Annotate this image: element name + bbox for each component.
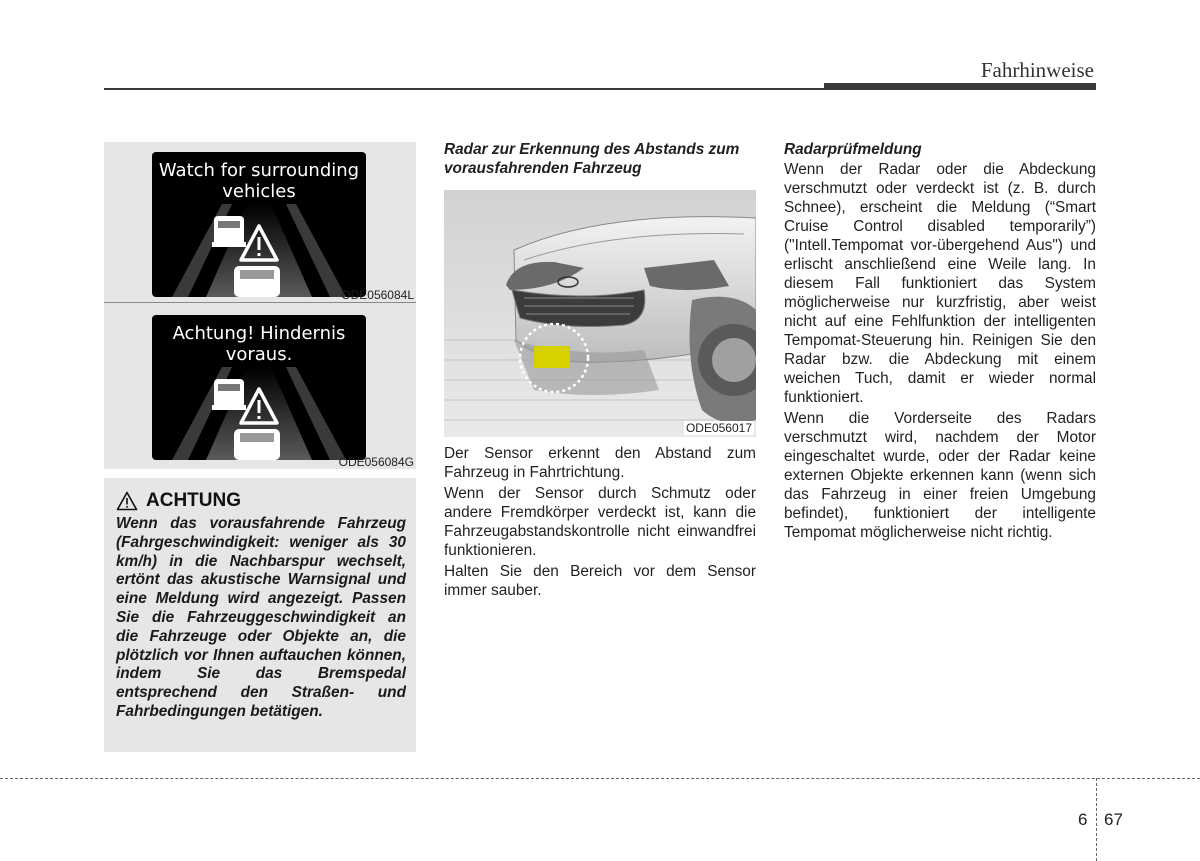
caution-box (104, 478, 416, 752)
figure-code: ODE056017 (685, 421, 752, 435)
section-heading-radar-message: Radarprüfmeldung (784, 141, 922, 158)
cluster-display (152, 152, 366, 297)
paragraph: Wenn der Radar oder die Abdeckung verschmutzt oder verdeckt ist (z. B. durch Schnee), erscheint die Meldung (“Smart Cruise Control disabled temporarily”) ("Intell.Tempomat vor-übergehend Aus") und erlischt anschließend eine Weile lang. In diesem Fall funktioniert das System möglicherweise nur kurzfristig, aber weist nicht auf eine Fehlfunktion der intelligenten Tempomat-Steuerung hin. Reinigen Sie den Radar bzw. die Abdeckung mit einem weichen Tuch, damit er wieder normal funktioniert. (784, 161, 1096, 406)
footer-dashed-rule (0, 778, 1200, 779)
paragraph: Der Sensor erkennt den Abstand zum Fahrzeug in Fahrtrichtung. (444, 445, 756, 481)
header-rule (104, 88, 1096, 90)
section-heading-radar: Radar zur Erkennung des Abstands zum vorausfahrenden Fahrzeug (444, 141, 740, 177)
page-number: 67 (1104, 810, 1123, 829)
figure-code: ODE056084G (338, 455, 414, 469)
road-warning-icon (152, 204, 366, 297)
footer-dashed-divider (1096, 778, 1097, 861)
caution-heading (116, 490, 406, 512)
display-message: Achtung! Hindernis voraus. (172, 323, 346, 365)
caution-title: ACHTUNG (146, 490, 241, 511)
figure-display-obstacle-ahead (104, 303, 416, 469)
car-ahead-icon (212, 216, 246, 247)
paragraph: Wenn die Vorderseite des Radars verschmutzt wird, nachdem der Motor eingeschaltet wurde, oder der Radar keine externen Objekte erkennen kann (wenn sich das Fahrzeug in einer freien Umgebung befindet), funktioniert der intelligente Tempomat möglicherweise nicht richtig. (784, 410, 1096, 541)
road-warning-icon (152, 367, 366, 460)
car-ahead-icon (212, 379, 246, 410)
figure-display-surrounding-vehicles (104, 142, 416, 302)
figure-car-front-radar (444, 190, 756, 437)
right-column (784, 140, 1096, 544)
warning-triangle-icon (116, 491, 138, 511)
middle-column-text (444, 444, 756, 602)
paragraph: Halten Sie den Bereich vor dem Sensor immer sauber. (444, 563, 756, 599)
caution-text: Wenn das vorausfahrende Fahrzeug (Fahrgeschwindigkeit: weniger als 30 km/h) in die Nachbarspur wechselt, ertönt das akustische Warnsignal und eine Meldung wird angezeigt. Passen Sie die Fahrzeuggeschwindigkeit an die Fahrzeuge oder Objekte an, die plötzlich vor Ihnen auftauchen können, indem Sie das Bremspedal entsprechend den Straßen- und Fahrbedingungen betätigen. (116, 515, 406, 720)
chapter-number: 6 (1078, 810, 1088, 829)
right-column-text (784, 160, 1096, 542)
own-car-icon (234, 429, 280, 460)
own-car-icon (234, 266, 280, 297)
cluster-display (152, 315, 366, 460)
paragraph: Wenn der Sensor durch Schmutz oder andere Fremdkörper verdeckt ist, kann die Fahrzeugabstandskontrolle nicht einwandfrei funktionieren. (444, 485, 756, 559)
running-header-title: Fahrhinweise (980, 58, 1094, 82)
figure-code: ODE056084L (341, 288, 414, 302)
display-message: Watch for surrounding vehicles (158, 160, 360, 202)
car-front-illustration (444, 190, 756, 437)
